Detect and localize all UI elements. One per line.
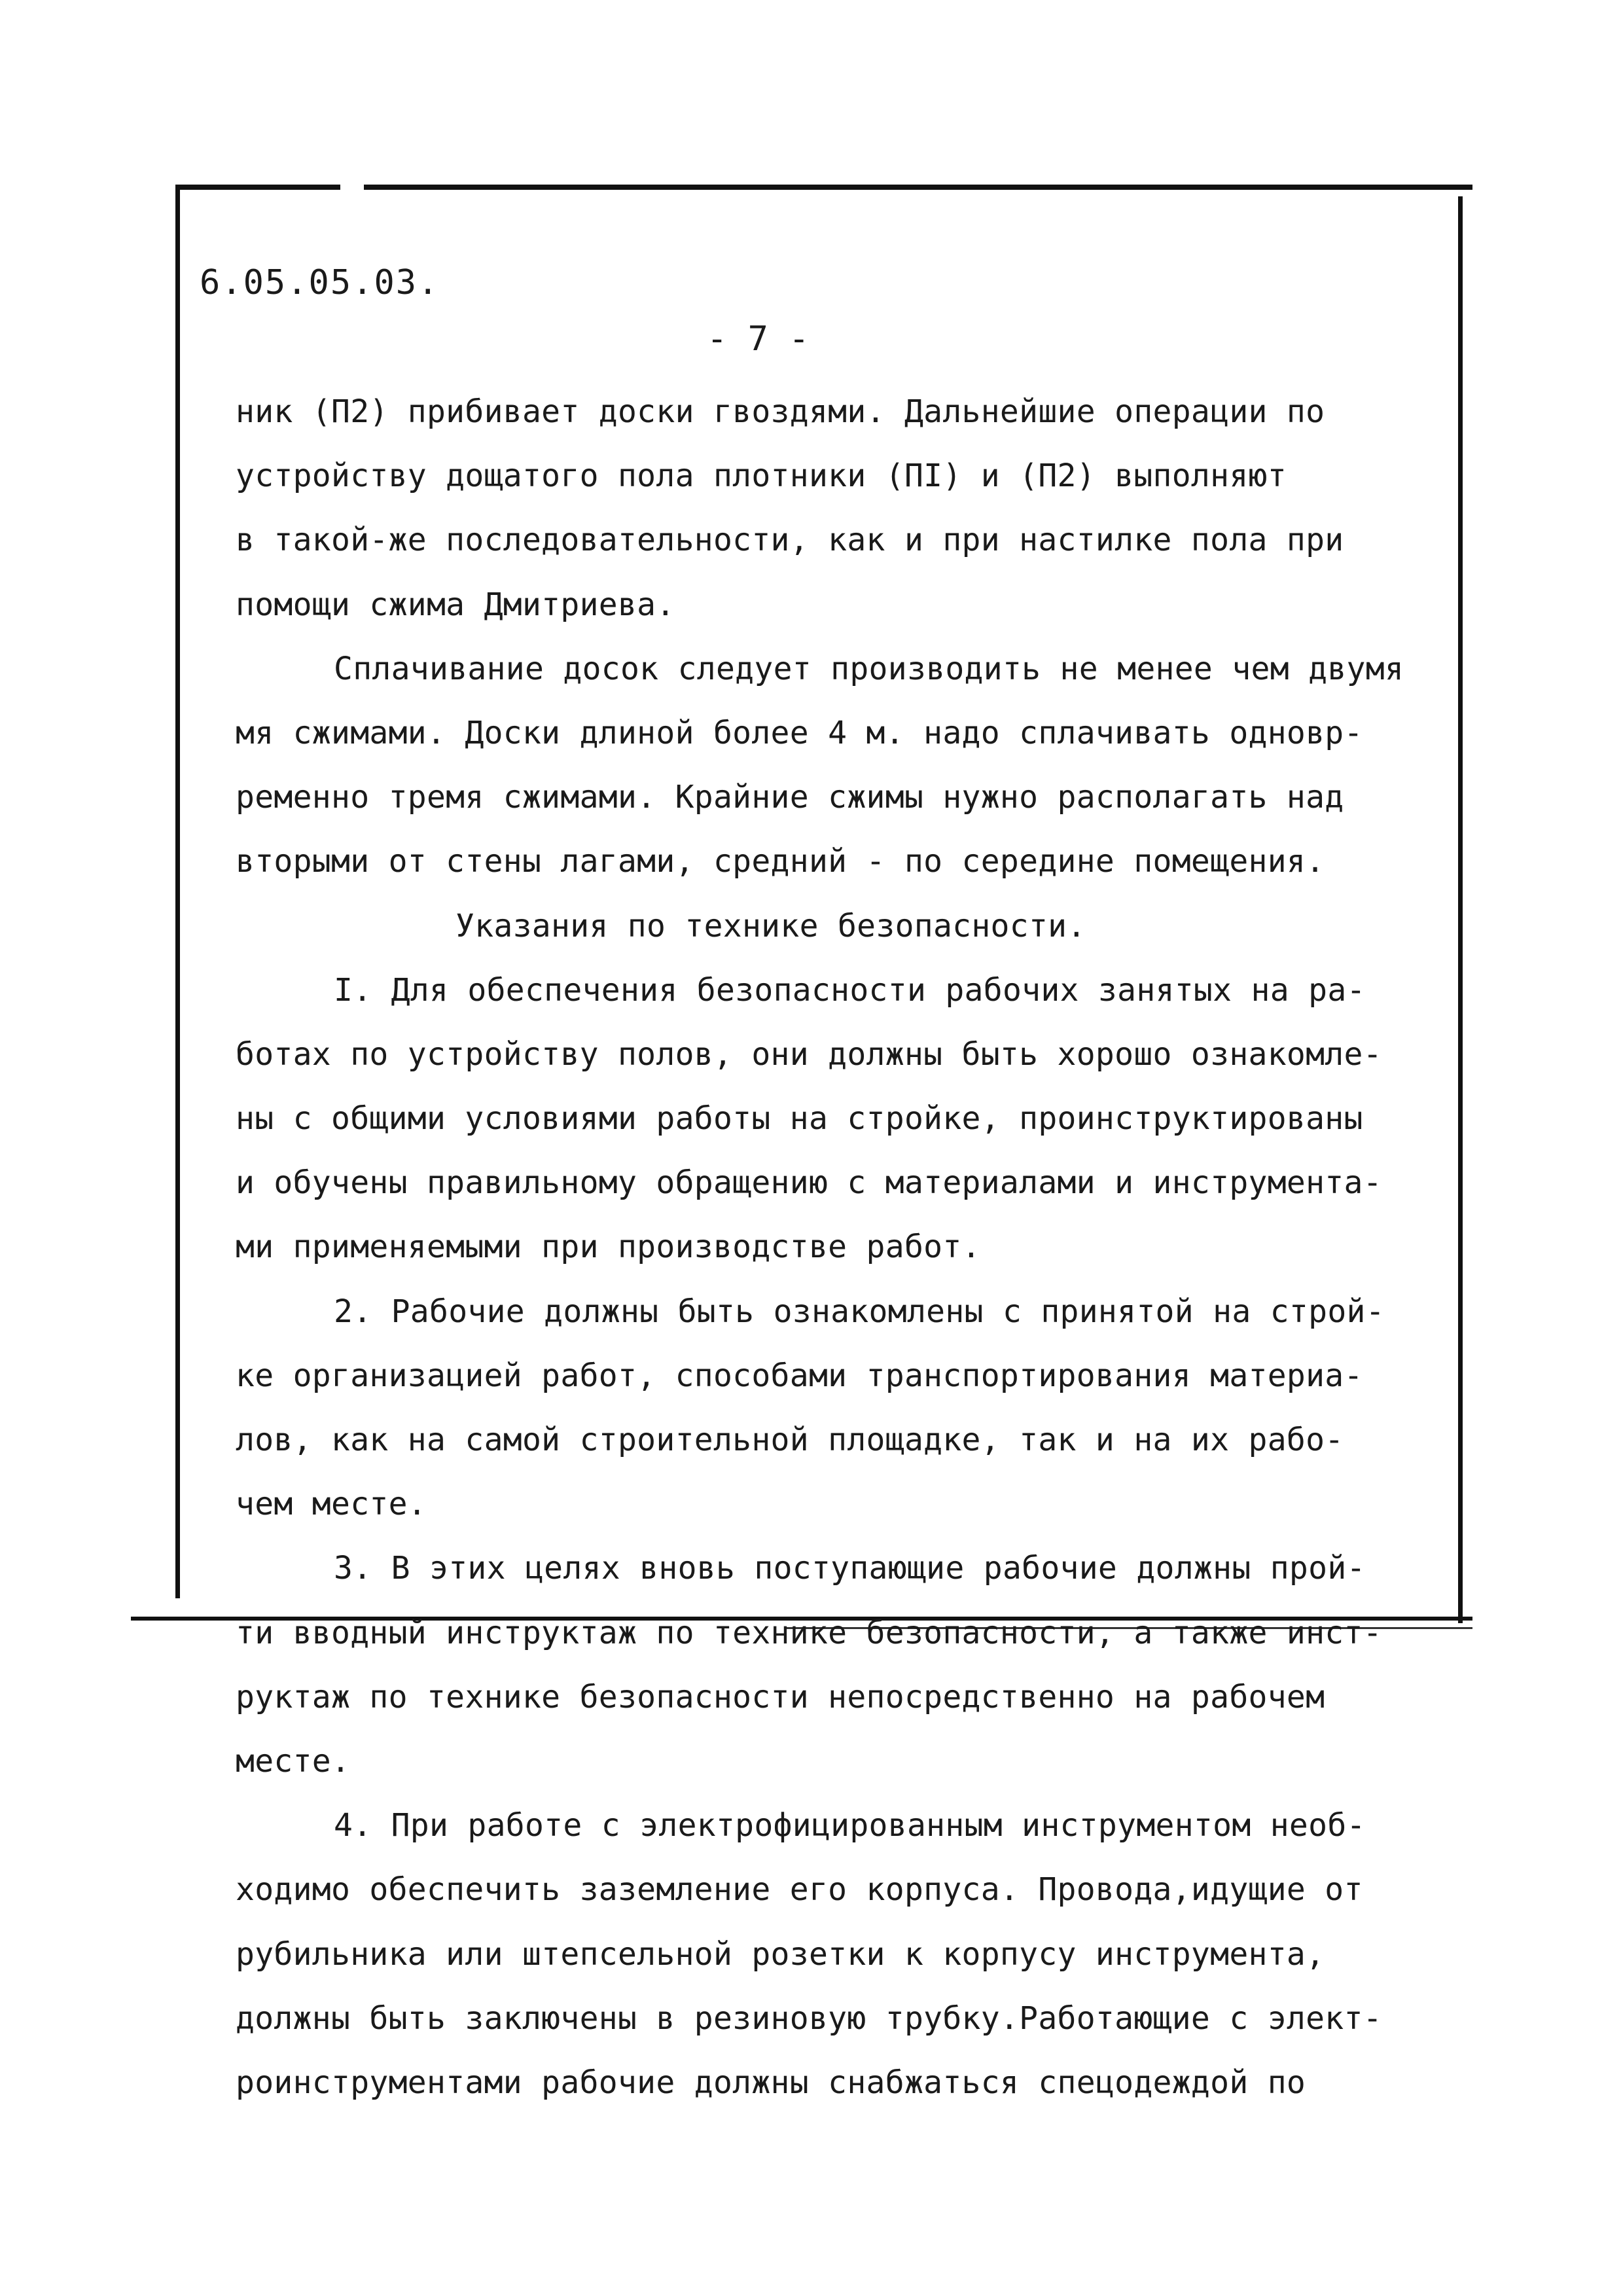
frame-left-border [175, 185, 180, 1598]
text-line: ременно тремя сжимами. Крайние сжимы нужно располагать над [236, 779, 1344, 816]
text-line: и обучены правильному обращению с материалами и инструмента- [236, 1164, 1382, 1202]
text-line: руктаж по технике безопасности непосредственно на рабочем [236, 1678, 1325, 1715]
frame-top-gap [340, 182, 364, 192]
frame-top-border [175, 185, 1472, 190]
text-line: помощи сжима Дмитриева. [236, 586, 675, 623]
text-line: вторыми от стены лагами, средний - по середине помещения. [236, 843, 1325, 880]
text-line: 4. При работе с электрофицированным инструментом необ- [334, 1807, 1366, 1844]
text-line: I. Для обеспечения безопасности рабочих занятых на ра- [334, 971, 1366, 1009]
text-line: ны с общими условиями работы на стройке, проинструктированы [236, 1100, 1363, 1138]
text-line: ходимо обеспечить заземление его корпуса. Провода,идущие от [236, 1871, 1363, 1909]
text-line: должны быть заключены в резиновую трубку.Работающие с элект- [236, 2000, 1382, 2037]
text-line: чем месте. [236, 1486, 427, 1523]
text-line: устройству дощатого пола плотники (ПI) и (П2) выполняют [236, 457, 1287, 495]
text-line: ке организацией работ, способами транспортирования материа- [236, 1357, 1363, 1394]
text-line: 2. Рабочие должны быть ознакомлены с принятой на строй- [334, 1293, 1385, 1330]
text-line: ти вводный инструктаж по технике безопасности, а также инст- [236, 1614, 1382, 1651]
text-line: ботах по устройству полов, они должны быть хорошо ознакомле- [236, 1035, 1382, 1073]
text-line: месте. [236, 1742, 351, 1780]
text-line: ник (П2) прибивает доски гвоздями. Дальнейшие операции по [236, 393, 1325, 430]
text-line: в такой-же последовательности, как и при настилке пола при [236, 522, 1344, 559]
page-number: - 7 - [707, 319, 810, 359]
body-text [236, 380, 1440, 2115]
text-line: мя сжимами. Доски длиной более 4 м. надо сплачивать одновр- [236, 714, 1363, 751]
text-line: 3. В этих целях вновь поступающие рабочие должны прой- [334, 1550, 1366, 1587]
text-line: Сплачивание досок следует производить не менее чем двумя [334, 650, 1404, 687]
document-code: 6.05.05.03. [200, 263, 440, 302]
section-heading: Указания по технике безопасности. [455, 907, 1086, 944]
text-line: роинструментами рабочие должны снабжаться спецодеждой по [236, 2064, 1306, 2101]
text-line: рубильника или штепсельной розетки к корпусу инструмента, [236, 1935, 1325, 1973]
text-line: лов, как на самой строительной площадке, так и на их рабо- [236, 1422, 1344, 1458]
frame-right-border [1458, 196, 1463, 1623]
text-line: ми применяемыми при производстве работ. [236, 1229, 981, 1266]
